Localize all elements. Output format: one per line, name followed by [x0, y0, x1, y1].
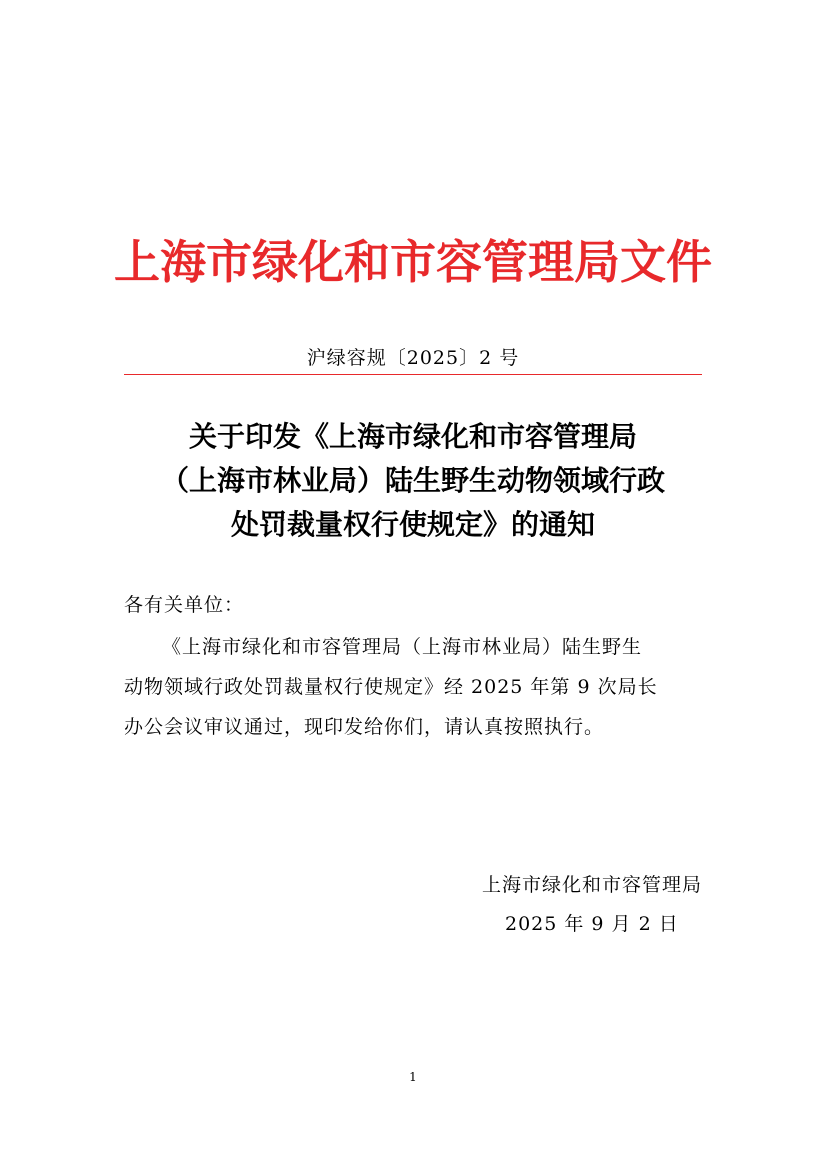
red-divider-line — [124, 374, 702, 375]
issuer-header: 上海市绿化和市容管理局文件 — [114, 235, 712, 289]
salutation: 各有关单位： — [124, 594, 245, 616]
body-paragraph — [124, 627, 714, 747]
document-title — [60, 415, 766, 547]
document-number: 沪绿容规〔2025〕2 号 — [306, 347, 520, 369]
page-number: 1 — [409, 1070, 417, 1084]
body-line-1: 《上海市绿化和市容管理局（上海市林业局）陆生野生 — [162, 636, 643, 658]
signing-authority: 上海市绿化和市容管理局 — [481, 874, 702, 896]
title-line-3: 处罚裁量权行使规定》的通知 — [230, 508, 595, 541]
title-line-2: （上海市林业局）陆生野生动物领域行政 — [160, 464, 665, 497]
title-line-1: 关于印发《上海市绿化和市容管理局 — [188, 420, 637, 453]
body-line-2: 动物领域行政处罚裁量权行使规定》经 2025 年第 9 次局长 — [124, 676, 658, 698]
signing-date: 2025 年 9 月 2 日 — [505, 913, 679, 935]
body-line-3: 办公会议审议通过，现印发给你们，请认真按照执行。 — [124, 716, 605, 738]
